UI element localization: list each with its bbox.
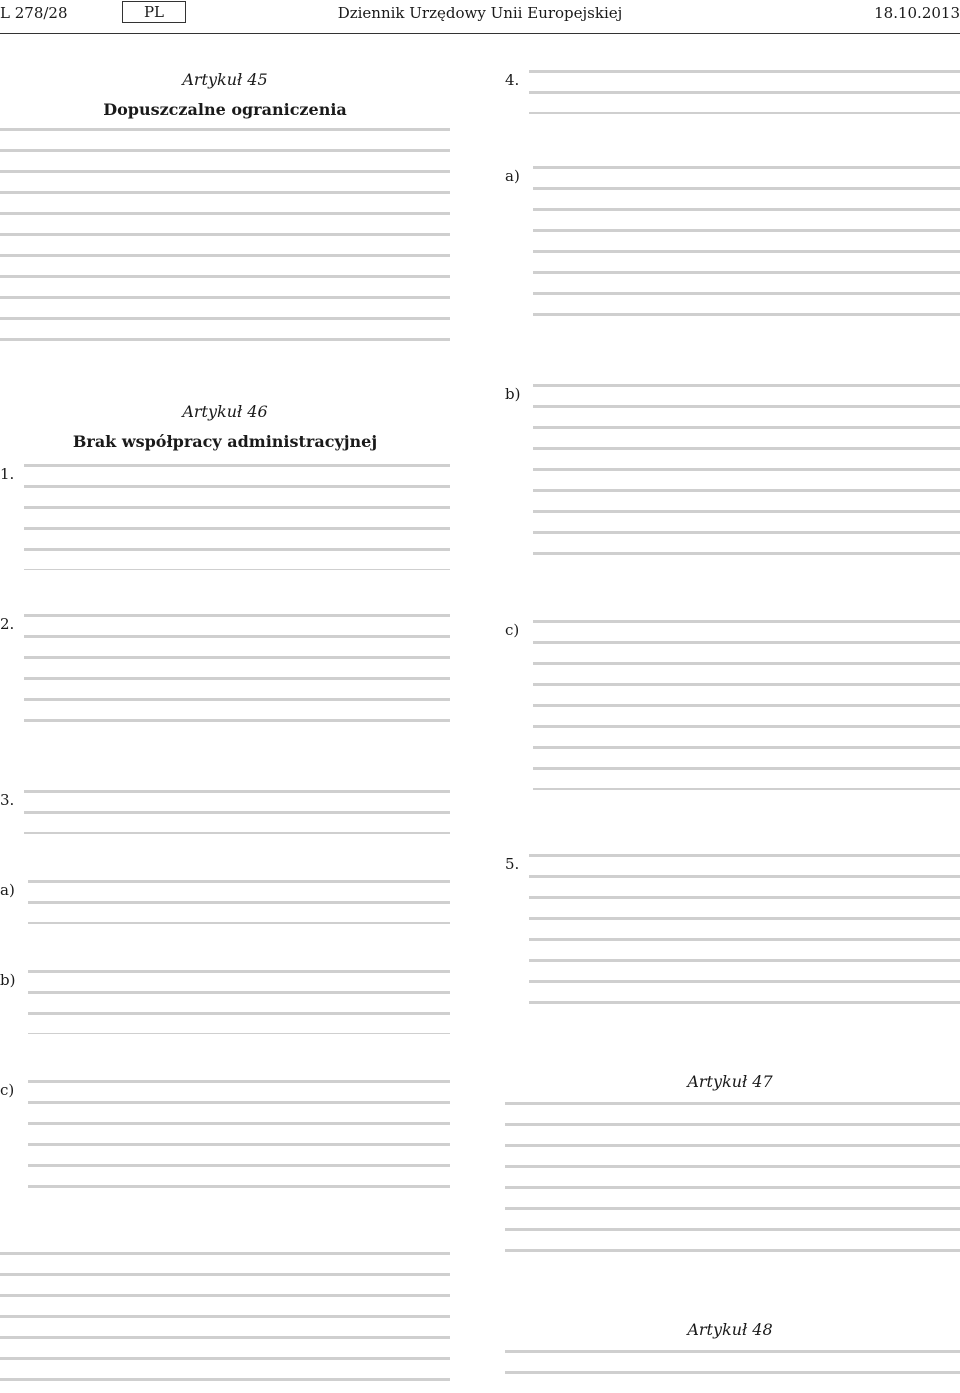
- article-46-paragraph-1-text: [24, 464, 450, 570]
- article-45-title: Dopuszczalne ograniczenia: [103, 100, 347, 119]
- article-46-paragraph-5-text: [529, 854, 960, 1010]
- list-marker: b): [505, 385, 521, 403]
- article-46-paragraph-4-text: [529, 70, 960, 114]
- language-badge: PL: [122, 1, 186, 23]
- list-marker: c): [0, 1081, 15, 1099]
- list-marker: a): [0, 881, 15, 899]
- right-column: [505, 0, 955, 1393]
- article-46-paragraph-3: [24, 790, 450, 834]
- paragraph-number: 3.: [0, 791, 15, 809]
- article-48-label: Artykuł 48: [687, 1320, 773, 1339]
- article-46-paragraph-4: [529, 70, 960, 114]
- article-46-paragraph-2: [24, 614, 450, 740]
- article-48-body: [505, 1350, 960, 1390]
- article-46-title: Brak współpracy administracyjnej: [72, 432, 378, 451]
- article-46-paragraph-5: [529, 854, 960, 1010]
- journal-title: Dziennik Urzędowy Unii Europejskiej: [337, 4, 623, 22]
- article-46-item-a-text: [28, 880, 450, 924]
- article-46-4-item-b-text: [533, 384, 960, 560]
- article-46-paragraph-2-text: [24, 614, 450, 740]
- article-46-item-b-text: [28, 970, 450, 1034]
- article-46-4-item-c: [533, 620, 960, 790]
- article-46-label: Artykuł 46: [182, 402, 268, 421]
- article-46-closing-text: [0, 1252, 450, 1388]
- article-46-item-c: [28, 1080, 450, 1206]
- paragraph-number: 2.: [0, 615, 15, 633]
- paragraph-number: 4.: [505, 71, 520, 89]
- paragraph-number: 1.: [0, 465, 15, 483]
- article-45-label: Artykuł 45: [182, 70, 268, 89]
- article-47-label: Artykuł 47: [687, 1072, 773, 1091]
- article-46-item-a: [28, 880, 450, 924]
- article-46-item-b: [28, 970, 450, 1034]
- article-45-text: [0, 128, 450, 350]
- article-46-paragraph-1: [24, 464, 450, 570]
- article-47-body: [505, 1102, 960, 1258]
- article-45-body: [0, 128, 450, 350]
- article-46-item-c-text: [28, 1080, 450, 1206]
- article-46-4-item-a: [533, 166, 960, 316]
- list-marker: c): [505, 621, 520, 639]
- page-number: L 278/28: [0, 4, 68, 22]
- article-46-4-item-b: [533, 384, 960, 560]
- left-column: [0, 0, 450, 1393]
- article-46-4-item-c-text: [533, 620, 960, 790]
- list-marker: a): [505, 167, 520, 185]
- article-48-text: [505, 1350, 960, 1390]
- article-46-closing-paragraph: [0, 1252, 450, 1388]
- article-46-paragraph-3-text: [24, 790, 450, 834]
- article-46-4-item-a-text: [533, 166, 960, 316]
- paragraph-number: 5.: [505, 855, 520, 873]
- article-47-text: [505, 1102, 960, 1258]
- publication-date: 18.10.2013: [874, 4, 960, 22]
- list-marker: b): [0, 971, 16, 989]
